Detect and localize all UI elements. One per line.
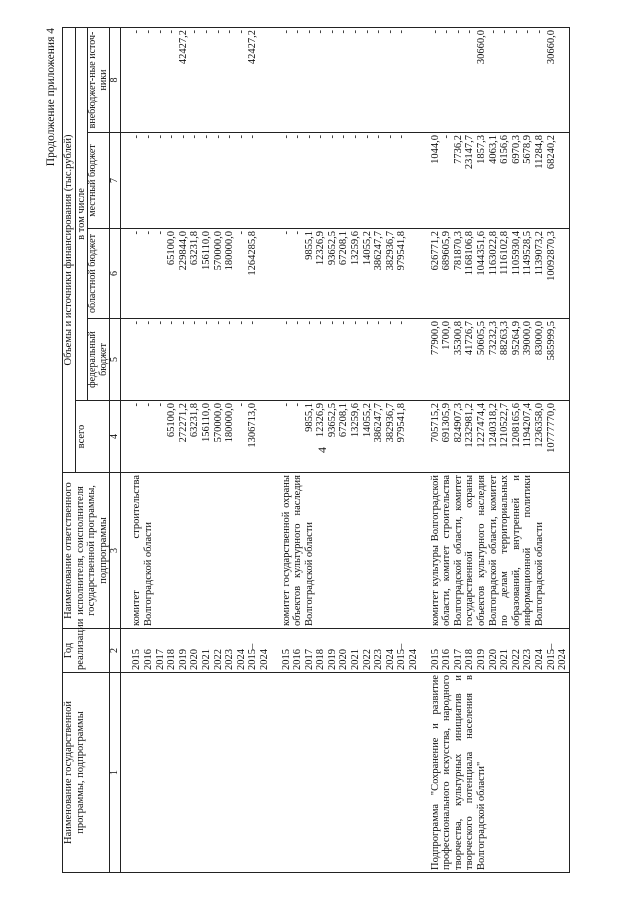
appendix-caption: Продолжение приложения 4 [45, 28, 57, 167]
total-cell-value: - [280, 403, 292, 407]
total-cell-value: 13259,6 [350, 403, 362, 438]
regional-cell-value: 13259,6 [350, 231, 362, 266]
regional-cell-value: 156110,0 [200, 231, 212, 270]
table-row [131, 27, 270, 872]
local-cell-value: 5678,9 [522, 135, 534, 164]
header-program: Наименование государственной программы, подпрограммы [63, 673, 110, 873]
regional-cell [430, 229, 570, 319]
year-cell-value: 2015–2024 [545, 643, 569, 670]
header-federal: федеральный бюджет [88, 319, 110, 401]
spacer-cell [271, 401, 281, 473]
column-number: 2 [110, 629, 121, 673]
offbudget-cell-value: - [166, 29, 178, 34]
regional-cell-value: 65100,0 [166, 231, 178, 266]
regional-cell-value: - [131, 231, 143, 235]
total-cell-value: 1306713,0 [247, 403, 259, 448]
local-cell-value: - [200, 135, 212, 139]
regional-cell-value: 626771,2 [429, 231, 441, 271]
regional-cell-value: - [292, 231, 304, 235]
year-cell-value: 2016 [441, 649, 453, 670]
total-cell-value: - [142, 403, 154, 407]
total-cell-value: 1194207,4 [522, 403, 534, 448]
offbudget-cell-value: - [338, 29, 350, 34]
offbudget-cell-value: - [533, 29, 545, 34]
year-cell-value: 2022 [361, 649, 373, 670]
federal-cell-value: - [361, 321, 373, 325]
year-cell [281, 629, 420, 673]
total-cell-value: 386247,7 [373, 403, 385, 443]
column-number: 5 [110, 319, 121, 401]
total-cell-value: - [235, 403, 247, 407]
offbudget-cell-value: - [212, 29, 224, 34]
spacer-cell [420, 401, 430, 473]
program-name: Подпрограмма "Сохранение и развитие профессионального искусства, народного творчества, культурных инициатив и творческого потенциала населения в Волгоградской области" [430, 673, 570, 873]
year-cell-value: 2017 [452, 649, 464, 670]
total-cell [430, 401, 570, 473]
regional-cell-value: 63231,8 [189, 231, 201, 266]
regional-cell-value: 1168106,8 [464, 231, 476, 276]
year-cell-value: 2019 [326, 649, 338, 670]
local-cell-value: - [177, 135, 189, 139]
year-cell-value: 2018 [166, 649, 178, 670]
federal-cell-value: 585999,5 [545, 321, 557, 361]
table-row [281, 27, 420, 872]
border-cell [569, 133, 570, 229]
offbudget-cell-value: - [350, 29, 362, 34]
offbudget-cell-value: 42427,2 [177, 29, 189, 65]
year-cell-value: 2017 [303, 649, 315, 670]
federal-cell-value: - [384, 321, 396, 325]
total-cell-value: 570000,0 [212, 403, 224, 443]
column-number: 6 [110, 229, 121, 319]
total-cell-value: 93652,5 [326, 403, 338, 438]
year-cell-value: 2020 [338, 649, 350, 670]
local-cell [430, 133, 570, 229]
column-number: 1 [110, 673, 121, 873]
border-cell [569, 27, 570, 132]
local-cell-value: 4063,1 [487, 135, 499, 164]
offbudget-cell [430, 27, 570, 132]
financing-table [62, 27, 570, 873]
regional-cell-value: - [280, 231, 292, 235]
federal-cell-value: 50605,5 [476, 321, 487, 356]
local-cell [131, 133, 270, 229]
total-cell-value: 156110,0 [200, 403, 212, 442]
regional-cell-value: 93652,5 [326, 231, 338, 266]
local-cell-value: 7736,2 [452, 135, 464, 164]
regional-cell-value: 1139073,2 [533, 231, 545, 276]
total-cell-value: 9855,1 [303, 403, 315, 432]
border-cell [569, 319, 570, 401]
total-cell-value: 1208165,6 [510, 403, 522, 448]
group-spacer [271, 27, 281, 872]
offbudget-cell-value: 42427,2 [247, 29, 259, 65]
total-cell-value: 382936,7 [384, 403, 396, 443]
year-cell-value: 2017 [154, 649, 166, 670]
year-cell-value: 2019 [476, 649, 487, 670]
regional-cell-value: 1163022,8 [487, 231, 499, 276]
offbudget-cell-value: - [396, 29, 408, 34]
header-offbudget: внебюджет-ные источ-ники [88, 27, 110, 132]
executor-name: комитет государственной охраны объектов культурного наследия Волгоградской области [281, 473, 420, 629]
header-executor: Наименование ответственного исполнителя, соисполнителя государственной программы, подпрограммы [63, 473, 110, 629]
group-spacer [420, 27, 430, 872]
regional-cell-value: 781870,3 [452, 231, 464, 271]
federal-cell-value: 95264,9 [510, 321, 522, 356]
regional-cell-value: 382936,7 [384, 231, 396, 271]
year-cell-value: 2021 [350, 649, 362, 670]
offbudget-cell-value: - [499, 29, 511, 34]
year-cell [131, 629, 270, 673]
spacer-cell [420, 673, 430, 873]
local-cell-value: - [373, 135, 385, 139]
local-cell-value: - [350, 135, 362, 139]
regional-cell-value: 9855,1 [303, 231, 315, 260]
spacer-cell [420, 133, 430, 229]
offbudget-cell-value: - [280, 29, 292, 34]
program-name [131, 673, 270, 873]
table-row [430, 27, 570, 872]
local-cell-value: - [235, 135, 247, 139]
local-cell-value: 23147,7 [464, 135, 476, 170]
year-cell-value: 2022 [212, 649, 224, 670]
local-cell-value: - [154, 135, 166, 139]
header-financing: Объемы и источники финансирования (тыс.рублей) [63, 27, 76, 472]
year-cell-value: 2018 [315, 649, 327, 670]
local-cell-value: 6970,3 [510, 135, 522, 164]
total-cell-value: - [131, 403, 143, 407]
regional-cell [131, 229, 270, 319]
spacer-cell [420, 473, 430, 629]
border-cell [569, 401, 570, 473]
year-cell-value: 2023 [522, 649, 534, 670]
executor-name: комитет культуры Волгоградской области, комитет строительства Волгоградской области, комитет государственной охраны объектов культурного наследия Волгоградской области, комитет по делам территориальных образований, внутренней и информационной политики Волгоградской области [430, 473, 570, 629]
regional-cell-value: 1044351,6 [476, 231, 487, 276]
year-cell-value: 2016 [142, 649, 154, 670]
federal-cell-value: 35300,8 [452, 321, 464, 356]
spacer-cell [271, 319, 281, 401]
federal-cell-value: - [338, 321, 350, 325]
local-cell-value: - [224, 135, 236, 139]
local-cell-value: - [338, 135, 350, 139]
local-cell-value: - [131, 135, 143, 139]
total-cell-value: 979541,8 [396, 403, 408, 443]
year-cell-value: 2015–2024 [247, 643, 270, 670]
spacer-cell [121, 27, 132, 132]
total-cell-value: 824907,3 [452, 403, 464, 443]
regional-cell-value: 180000,0 [224, 231, 236, 271]
offbudget-cell-value: 30660,0 [476, 29, 487, 65]
spacer-cell [271, 229, 281, 319]
total-cell-value: 1210522,7 [499, 403, 511, 448]
local-cell-value: - [280, 135, 292, 139]
local-cell-value: - [142, 135, 154, 139]
regional-cell-value: - [235, 231, 247, 235]
federal-cell-value: 1700,0 [441, 321, 453, 350]
year-cell [430, 629, 570, 673]
total-cell-value: - [154, 403, 166, 407]
offbudget-cell-value: - [131, 29, 143, 34]
federal-cell-value: - [315, 321, 327, 325]
local-cell-value: 68240,2 [545, 135, 557, 170]
spacer-cell [271, 629, 281, 673]
spacer-cell [420, 27, 430, 132]
federal-cell-value: - [350, 321, 362, 325]
regional-cell-value: 979541,8 [396, 231, 408, 271]
year-cell-value: 2015 [429, 649, 441, 670]
offbudget-cell-value: - [200, 29, 212, 34]
header-local: местный бюджет [88, 133, 110, 229]
offbudget-cell-value: - [235, 29, 247, 34]
year-cell-value: 2016 [292, 649, 304, 670]
federal-cell-value: - [189, 321, 201, 325]
regional-cell-value: 229844,0 [177, 231, 189, 271]
regional-cell-value: 1105930,4 [510, 231, 522, 276]
spacer-cell [271, 27, 281, 132]
year-cell-value: 2019 [177, 649, 189, 670]
federal-cell-value: - [247, 321, 259, 325]
border-cell [569, 629, 570, 673]
local-cell-value: 6156,6 [499, 135, 511, 164]
spacer-cell [121, 673, 132, 873]
federal-cell [131, 319, 270, 401]
program-name [281, 673, 420, 873]
spacer-cell [420, 629, 430, 673]
local-cell-value: - [326, 135, 338, 139]
offbudget-cell-value: - [142, 29, 154, 34]
federal-cell-value: 77900,0 [429, 321, 441, 356]
spacer-cell [420, 229, 430, 319]
spacer-cell [121, 473, 132, 629]
spacer-cell [121, 133, 132, 229]
column-number: 3 [110, 473, 121, 629]
offbudget-cell-value: - [373, 29, 385, 34]
regional-cell-value: 12326,9 [315, 231, 327, 266]
federal-cell-value: - [142, 321, 154, 325]
offbudget-cell-value: - [189, 29, 201, 34]
federal-cell-value: 88263,3 [499, 321, 511, 356]
regional-cell-value: 67208,1 [338, 231, 350, 266]
year-cell-value: 2015 [280, 649, 292, 670]
federal-cell-value: - [396, 321, 408, 325]
year-cell-value: 2021 [499, 649, 511, 670]
regional-cell-value: - [142, 231, 154, 235]
year-cell-value: 2024 [384, 649, 396, 670]
spacer-cell [121, 629, 132, 673]
local-cell-value: - [189, 135, 201, 139]
regional-cell-value: 386247,7 [373, 231, 385, 271]
spacer-cell [271, 673, 281, 873]
year-cell-value: 2023 [224, 649, 236, 670]
total-cell-value: 67208,1 [338, 403, 350, 438]
offbudget-cell-value: - [464, 29, 476, 34]
column-number: 8 [110, 27, 121, 132]
federal-cell-value: - [131, 321, 143, 325]
spacer-cell [420, 319, 430, 401]
header-year: Год реализации [63, 629, 110, 673]
offbudget-cell-value: - [326, 29, 338, 34]
rotated-sheet [44, 28, 624, 873]
regional-cell [281, 229, 420, 319]
federal-cell-value: 83000,0 [533, 321, 545, 356]
offbudget-cell-value: - [441, 29, 453, 34]
local-cell-value: - [166, 135, 178, 139]
year-cell-value: 2015 [131, 649, 143, 670]
offbudget-cell-value: - [361, 29, 373, 34]
federal-cell-value: 73232,3 [487, 321, 499, 356]
total-cell [281, 401, 420, 473]
offbudget-cell-value: - [224, 29, 236, 34]
regional-cell-value: 570000,0 [212, 231, 224, 271]
total-cell-value: 1227474,4 [476, 403, 487, 448]
regional-cell-value: 1264285,8 [247, 231, 259, 276]
offbudget-cell-value: - [487, 29, 499, 34]
total-cell-value: 272271,2 [177, 403, 189, 443]
border-cell [569, 473, 570, 629]
year-cell-value: 2020 [487, 649, 499, 670]
total-cell-value: 12326,9 [315, 403, 327, 438]
spacer-cell [271, 133, 281, 229]
year-cell-value: 2024 [533, 649, 545, 670]
spacer-cell [271, 473, 281, 629]
local-cell-value: 1044,0 [429, 135, 441, 164]
offbudget-cell-value: - [292, 29, 304, 34]
regional-cell-value: 1149528,5 [522, 231, 534, 276]
total-cell-value: 705715,2 [429, 403, 441, 443]
year-cell-value: 2020 [189, 649, 201, 670]
federal-cell-value: - [200, 321, 212, 325]
total-cell-value: 1240318,2 [487, 403, 499, 448]
group-spacer [121, 27, 132, 872]
local-cell-value: - [384, 135, 396, 139]
year-cell-value: 2022 [510, 649, 522, 670]
federal-cell-value: - [280, 321, 292, 325]
federal-cell [281, 319, 420, 401]
federal-cell-value: - [303, 321, 315, 325]
offbudget-cell [131, 27, 270, 132]
year-cell-value: 2015–2024 [396, 643, 420, 670]
border-cell [569, 673, 570, 873]
offbudget-cell-value: - [429, 29, 441, 34]
offbudget-cell-value: - [384, 29, 396, 34]
offbudget-cell-value: - [154, 29, 166, 34]
offbudget-cell [281, 27, 420, 132]
regional-cell-value: 689605,9 [441, 231, 453, 271]
federal-cell-value: - [166, 321, 178, 325]
total-cell-value: 180000,0 [224, 403, 236, 443]
column-number: 7 [110, 133, 121, 229]
local-cell-value: - [361, 135, 373, 139]
page-number: 4 [315, 447, 329, 453]
local-cell-value: - [315, 135, 327, 139]
federal-cell-value: - [154, 321, 166, 325]
total-cell-value: 1236358,0 [533, 403, 545, 448]
local-cell-value: - [441, 135, 453, 139]
federal-cell-value: 39000,0 [522, 321, 534, 356]
year-cell-value: 2023 [373, 649, 385, 670]
federal-cell-value: - [177, 321, 189, 325]
federal-cell-value: - [235, 321, 247, 325]
year-cell-value: 2018 [464, 649, 476, 670]
spacer-cell [121, 319, 132, 401]
total-cell-value: 65100,0 [166, 403, 178, 438]
table-bottom-border [569, 27, 570, 872]
local-cell-value: - [212, 135, 224, 139]
header-total: всего [75, 401, 110, 473]
header-including: в том числе [75, 27, 88, 400]
total-cell-value: 10777770,0 [545, 403, 557, 453]
offbudget-cell-value: - [303, 29, 315, 34]
total-cell-value: - [292, 403, 304, 407]
federal-cell [430, 319, 570, 401]
local-cell-value: - [292, 135, 304, 139]
federal-cell-value: - [373, 321, 385, 325]
offbudget-cell-value: - [510, 29, 522, 34]
total-cell-value: 1232981,2 [464, 403, 476, 448]
total-cell-value: 14055,2 [361, 403, 373, 438]
offbudget-cell-value: - [315, 29, 327, 34]
offbudget-cell-value: - [522, 29, 534, 34]
federal-cell-value: - [292, 321, 304, 325]
year-cell-value: 2021 [200, 649, 212, 670]
regional-cell-value: 10092870,3 [545, 231, 557, 281]
total-cell-value: 691305,9 [441, 403, 453, 443]
column-number-row [110, 27, 121, 872]
offbudget-cell-value: - [452, 29, 464, 34]
local-cell-value: - [303, 135, 315, 139]
total-cell [131, 401, 270, 473]
border-cell [569, 229, 570, 319]
regional-cell-value: 1116102,8 [499, 231, 511, 275]
federal-cell-value: - [212, 321, 224, 325]
regional-cell-value: 14055,2 [361, 231, 373, 266]
federal-cell-value: 41726,7 [464, 321, 476, 356]
column-number: 4 [110, 401, 121, 473]
offbudget-cell-value: 30660,0 [545, 29, 557, 65]
local-cell-value: 11284,8 [533, 135, 545, 169]
spacer-cell [121, 229, 132, 319]
local-cell [281, 133, 420, 229]
local-cell-value: - [396, 135, 408, 139]
spacer-cell [121, 401, 132, 473]
year-cell-value: 2024 [235, 649, 247, 670]
regional-cell-value: - [154, 231, 166, 235]
total-cell-value: 63231,8 [189, 403, 201, 438]
federal-cell-value: - [224, 321, 236, 325]
executor-name: комитет строительства Волгоградской области [131, 473, 270, 629]
local-cell-value: 1857,3 [476, 135, 487, 164]
header-regional: областной бюджет [88, 229, 110, 319]
local-cell-value: - [247, 135, 259, 139]
federal-cell-value: - [326, 321, 338, 325]
